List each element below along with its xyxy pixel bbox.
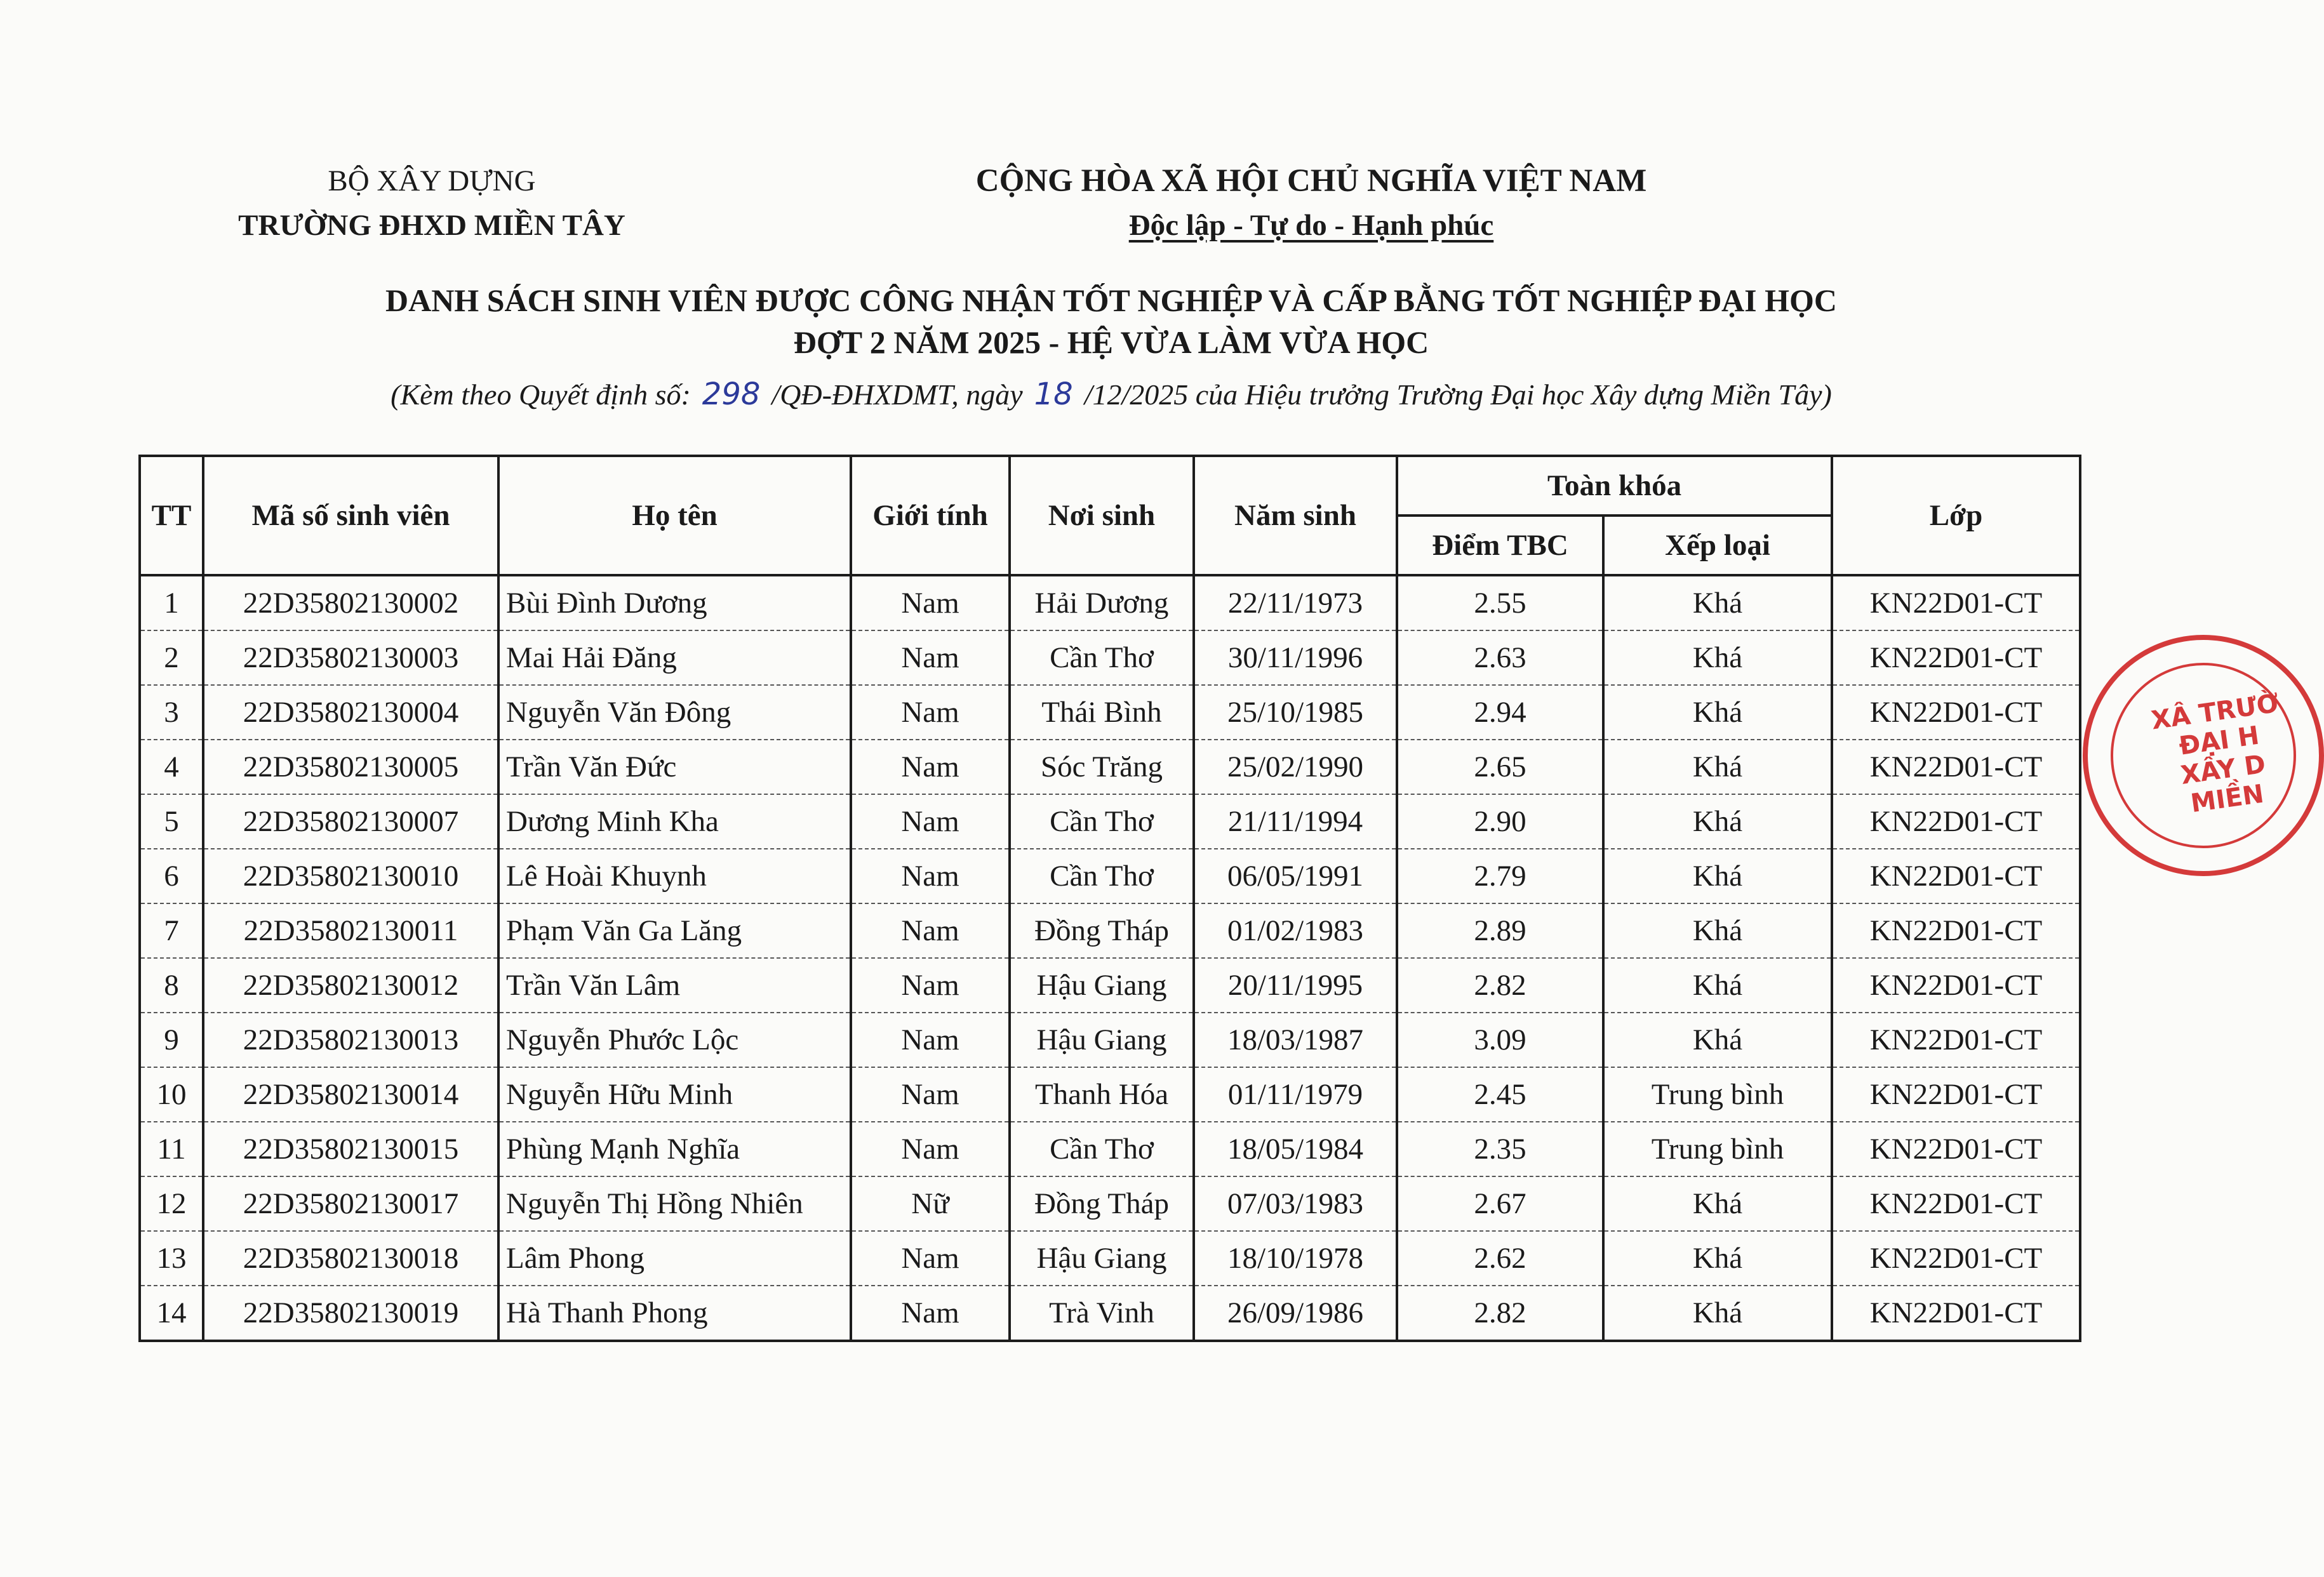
cell-name: Dương Minh Kha	[498, 794, 851, 849]
cell-gpa: 2.79	[1397, 849, 1603, 903]
cell-name: Lâm Phong	[498, 1231, 851, 1286]
cell-name: Trần Văn Đức	[498, 740, 851, 794]
cell-gender: Nam	[851, 1013, 1010, 1067]
cell-gender: Nam	[851, 630, 1010, 685]
cell-tt: 1	[140, 575, 203, 630]
cell-rank: Khá	[1603, 794, 1832, 849]
header-class: Lớp	[1832, 456, 2080, 575]
cell-student-id: 22D35802130002	[203, 575, 498, 630]
cell-birthdate: 26/09/1986	[1194, 1286, 1397, 1341]
table-row	[140, 903, 2080, 958]
cell-class: KN22D01-CT	[1832, 1231, 2080, 1286]
cell-class: KN22D01-CT	[1832, 1122, 2080, 1176]
cell-student-id: 22D35802130007	[203, 794, 498, 849]
cell-student-id: 22D35802130014	[203, 1067, 498, 1122]
graduate-table	[138, 455, 2081, 1342]
cell-tt: 4	[140, 740, 203, 794]
table-row	[140, 1122, 2080, 1176]
cell-tt: 10	[140, 1067, 203, 1122]
table-row	[140, 740, 2080, 794]
cell-gpa: 2.55	[1397, 575, 1603, 630]
national-motto: Độc lập - Tự do - Hạnh phúc	[1128, 209, 1494, 242]
cell-student-id: 22D35802130015	[203, 1122, 498, 1176]
cell-student-id: 22D35802130005	[203, 740, 498, 794]
cell-birthplace: Trà Vinh	[1010, 1286, 1194, 1341]
cell-student-id: 22D35802130010	[203, 849, 498, 903]
cell-class: KN22D01-CT	[1832, 1176, 2080, 1231]
cell-birthplace: Hải Dương	[1010, 575, 1194, 630]
cell-gpa: 2.90	[1397, 794, 1603, 849]
header-name: Họ tên	[498, 456, 851, 575]
cell-class: KN22D01-CT	[1832, 685, 2080, 740]
table-row	[140, 1013, 2080, 1067]
table-row	[140, 794, 2080, 849]
cell-birthplace: Thanh Hóa	[1010, 1067, 1194, 1122]
cell-birthdate: 18/03/1987	[1194, 1013, 1397, 1067]
cell-tt: 13	[140, 1231, 203, 1286]
issuer-block	[190, 159, 673, 248]
cell-student-id: 22D35802130013	[203, 1013, 498, 1067]
cell-birthdate: 06/05/1991	[1194, 849, 1397, 903]
cell-name: Nguyễn Thị Hồng Nhiên	[498, 1176, 851, 1231]
cell-tt: 5	[140, 794, 203, 849]
cell-name: Nguyễn Hữu Minh	[498, 1067, 851, 1122]
cell-birthdate: 07/03/1983	[1194, 1176, 1397, 1231]
cell-gpa: 2.89	[1397, 903, 1603, 958]
cell-student-id: 22D35802130012	[203, 958, 498, 1013]
cell-student-id: 22D35802130018	[203, 1231, 498, 1286]
official-seal	[2083, 635, 2324, 876]
cell-gpa: 2.82	[1397, 1286, 1603, 1341]
cell-gpa: 2.45	[1397, 1067, 1603, 1122]
cell-rank: Khá	[1603, 740, 1832, 794]
cell-class: KN22D01-CT	[1832, 575, 2080, 630]
decision-reference	[127, 373, 2095, 416]
cell-rank: Khá	[1603, 1176, 1832, 1231]
cell-class: KN22D01-CT	[1832, 794, 2080, 849]
cell-birthplace: Hậu Giang	[1010, 958, 1194, 1013]
cell-birthplace: Sóc Trăng	[1010, 740, 1194, 794]
cell-birthdate: 21/11/1994	[1194, 794, 1397, 849]
cell-student-id: 22D35802130019	[203, 1286, 498, 1341]
cell-birthplace: Cần Thơ	[1010, 630, 1194, 685]
cell-rank: Khá	[1603, 575, 1832, 630]
cell-student-id: 22D35802130003	[203, 630, 498, 685]
cell-birthdate: 25/02/1990	[1194, 740, 1397, 794]
cell-gender: Nam	[851, 685, 1010, 740]
cell-class: KN22D01-CT	[1832, 630, 2080, 685]
cell-tt: 6	[140, 849, 203, 903]
cell-rank: Khá	[1603, 849, 1832, 903]
cell-rank: Trung bình	[1603, 1067, 1832, 1122]
cell-gpa: 2.65	[1397, 740, 1603, 794]
cell-name: Trần Văn Lâm	[498, 958, 851, 1013]
table-row	[140, 630, 2080, 685]
cell-name: Phạm Văn Ga Lăng	[498, 903, 851, 958]
cell-name: Hà Thanh Phong	[498, 1286, 851, 1341]
cell-tt: 14	[140, 1286, 203, 1341]
cell-name: Nguyễn Văn Đông	[498, 685, 851, 740]
cell-class: KN22D01-CT	[1832, 740, 2080, 794]
document-title-block	[127, 279, 2095, 416]
cell-student-id: 22D35802130017	[203, 1176, 498, 1231]
cell-rank: Khá	[1603, 1231, 1832, 1286]
cell-birthdate: 20/11/1995	[1194, 958, 1397, 1013]
cell-student-id: 22D35802130011	[203, 903, 498, 958]
decision-prefix: (Kèm theo Quyết định số:	[391, 378, 691, 411]
cell-birthplace: Thái Bình	[1010, 685, 1194, 740]
cell-rank: Khá	[1603, 685, 1832, 740]
cell-birthplace: Cần Thơ	[1010, 849, 1194, 903]
cell-name: Bùi Đình Dương	[498, 575, 851, 630]
cell-birthdate: 22/11/1973	[1194, 575, 1397, 630]
header-course-group: Toàn khóa	[1397, 456, 1832, 516]
cell-birthplace: Đồng Tháp	[1010, 903, 1194, 958]
decision-day: 18	[1034, 376, 1073, 412]
cell-gender: Nam	[851, 1122, 1010, 1176]
cell-gpa: 2.94	[1397, 685, 1603, 740]
header-student-id: Mã số sinh viên	[203, 456, 498, 575]
cell-gender: Nam	[851, 1231, 1010, 1286]
cell-gpa: 2.63	[1397, 630, 1603, 685]
cell-class: KN22D01-CT	[1832, 1067, 2080, 1122]
cell-class: KN22D01-CT	[1832, 958, 2080, 1013]
nation-name: CỘNG HÒA XÃ HỘI CHỦ NGHĨA VIỆT NAM	[975, 163, 1647, 199]
decision-number: 298	[702, 376, 761, 412]
cell-tt: 9	[140, 1013, 203, 1067]
cell-name: Mai Hải Đăng	[498, 630, 851, 685]
decision-middle: /QĐ-ĐHXDMT, ngày	[771, 378, 1023, 411]
document-subtitle: ĐỢT 2 NĂM 2025 - HỆ VỪA LÀM VỪA HỌC	[793, 324, 1429, 360]
header-birthplace: Nơi sinh	[1010, 456, 1194, 575]
cell-birthplace: Hậu Giang	[1010, 1013, 1194, 1067]
header-rank: Xếp loại	[1603, 516, 1832, 575]
cell-rank: Khá	[1603, 958, 1832, 1013]
cell-gender: Nam	[851, 1067, 1010, 1122]
table-row	[140, 685, 2080, 740]
cell-birthdate: 25/10/1985	[1194, 685, 1397, 740]
cell-class: KN22D01-CT	[1832, 849, 2080, 903]
cell-class: KN22D01-CT	[1832, 1013, 2080, 1067]
table-row	[140, 1176, 2080, 1231]
cell-rank: Khá	[1603, 1013, 1832, 1067]
table-row	[140, 1231, 2080, 1286]
cell-birthdate: 18/05/1984	[1194, 1122, 1397, 1176]
cell-gender: Nam	[851, 1286, 1010, 1341]
header-birthdate: Năm sinh	[1194, 456, 1397, 575]
table-body	[140, 575, 2080, 1341]
cell-gender: Nam	[851, 575, 1010, 630]
cell-rank: Khá	[1603, 1286, 1832, 1341]
cell-name: Lê Hoài Khuynh	[498, 849, 851, 903]
cell-birthplace: Hậu Giang	[1010, 1231, 1194, 1286]
cell-gpa: 2.82	[1397, 958, 1603, 1013]
school-name: TRƯỜNG ĐHXD MIỀN TÂY	[238, 209, 625, 242]
cell-gender: Nam	[851, 849, 1010, 903]
cell-birthplace: Cần Thơ	[1010, 1122, 1194, 1176]
cell-class: KN22D01-CT	[1832, 1286, 2080, 1341]
ministry-name: BỘ XÂY DỰNG	[328, 164, 536, 197]
cell-birthdate: 01/02/1983	[1194, 903, 1397, 958]
cell-gender: Nam	[851, 740, 1010, 794]
cell-gpa: 2.35	[1397, 1122, 1603, 1176]
table-row	[140, 849, 2080, 903]
header-tt: TT	[140, 456, 203, 575]
national-heading	[876, 159, 1746, 248]
cell-name: Nguyễn Phước Lộc	[498, 1013, 851, 1067]
cell-gender: Nam	[851, 903, 1010, 958]
table-row	[140, 575, 2080, 630]
cell-gender: Nam	[851, 958, 1010, 1013]
decision-suffix: /12/2025 của Hiệu trưởng Trường Đại học Xây dựng Miền Tây)	[1084, 378, 1832, 411]
cell-gpa: 3.09	[1397, 1013, 1603, 1067]
cell-birthplace: Đồng Tháp	[1010, 1176, 1194, 1231]
cell-tt: 7	[140, 903, 203, 958]
cell-birthdate: 30/11/1996	[1194, 630, 1397, 685]
header-gpa: Điểm TBC	[1397, 516, 1603, 575]
cell-tt: 12	[140, 1176, 203, 1231]
cell-name: Phùng Mạnh Nghĩa	[498, 1122, 851, 1176]
cell-birthdate: 18/10/1978	[1194, 1231, 1397, 1286]
cell-tt: 3	[140, 685, 203, 740]
cell-gpa: 2.62	[1397, 1231, 1603, 1286]
table-row	[140, 958, 2080, 1013]
table-row	[140, 1286, 2080, 1341]
cell-gender: Nữ	[851, 1176, 1010, 1231]
cell-gpa: 2.67	[1397, 1176, 1603, 1231]
cell-rank: Khá	[1603, 630, 1832, 685]
cell-tt: 11	[140, 1122, 203, 1176]
table-row	[140, 1067, 2080, 1122]
cell-tt: 2	[140, 630, 203, 685]
cell-student-id: 22D35802130004	[203, 685, 498, 740]
document-title: DANH SÁCH SINH VIÊN ĐƯỢC CÔNG NHẬN TỐT NGHIỆP VÀ CẤP BẰNG TỐT NGHIỆP ĐẠI HỌC	[385, 283, 1837, 318]
cell-gender: Nam	[851, 794, 1010, 849]
cell-birthdate: 01/11/1979	[1194, 1067, 1397, 1122]
seal-text: XÂ TRƯỜ ĐẠI H XÂY D MIỀN	[2149, 688, 2281, 819]
cell-rank: Trung bình	[1603, 1122, 1832, 1176]
cell-birthplace: Cần Thơ	[1010, 794, 1194, 849]
cell-tt: 8	[140, 958, 203, 1013]
cell-class: KN22D01-CT	[1832, 903, 2080, 958]
header-gender: Giới tính	[851, 456, 1010, 575]
cell-rank: Khá	[1603, 903, 1832, 958]
